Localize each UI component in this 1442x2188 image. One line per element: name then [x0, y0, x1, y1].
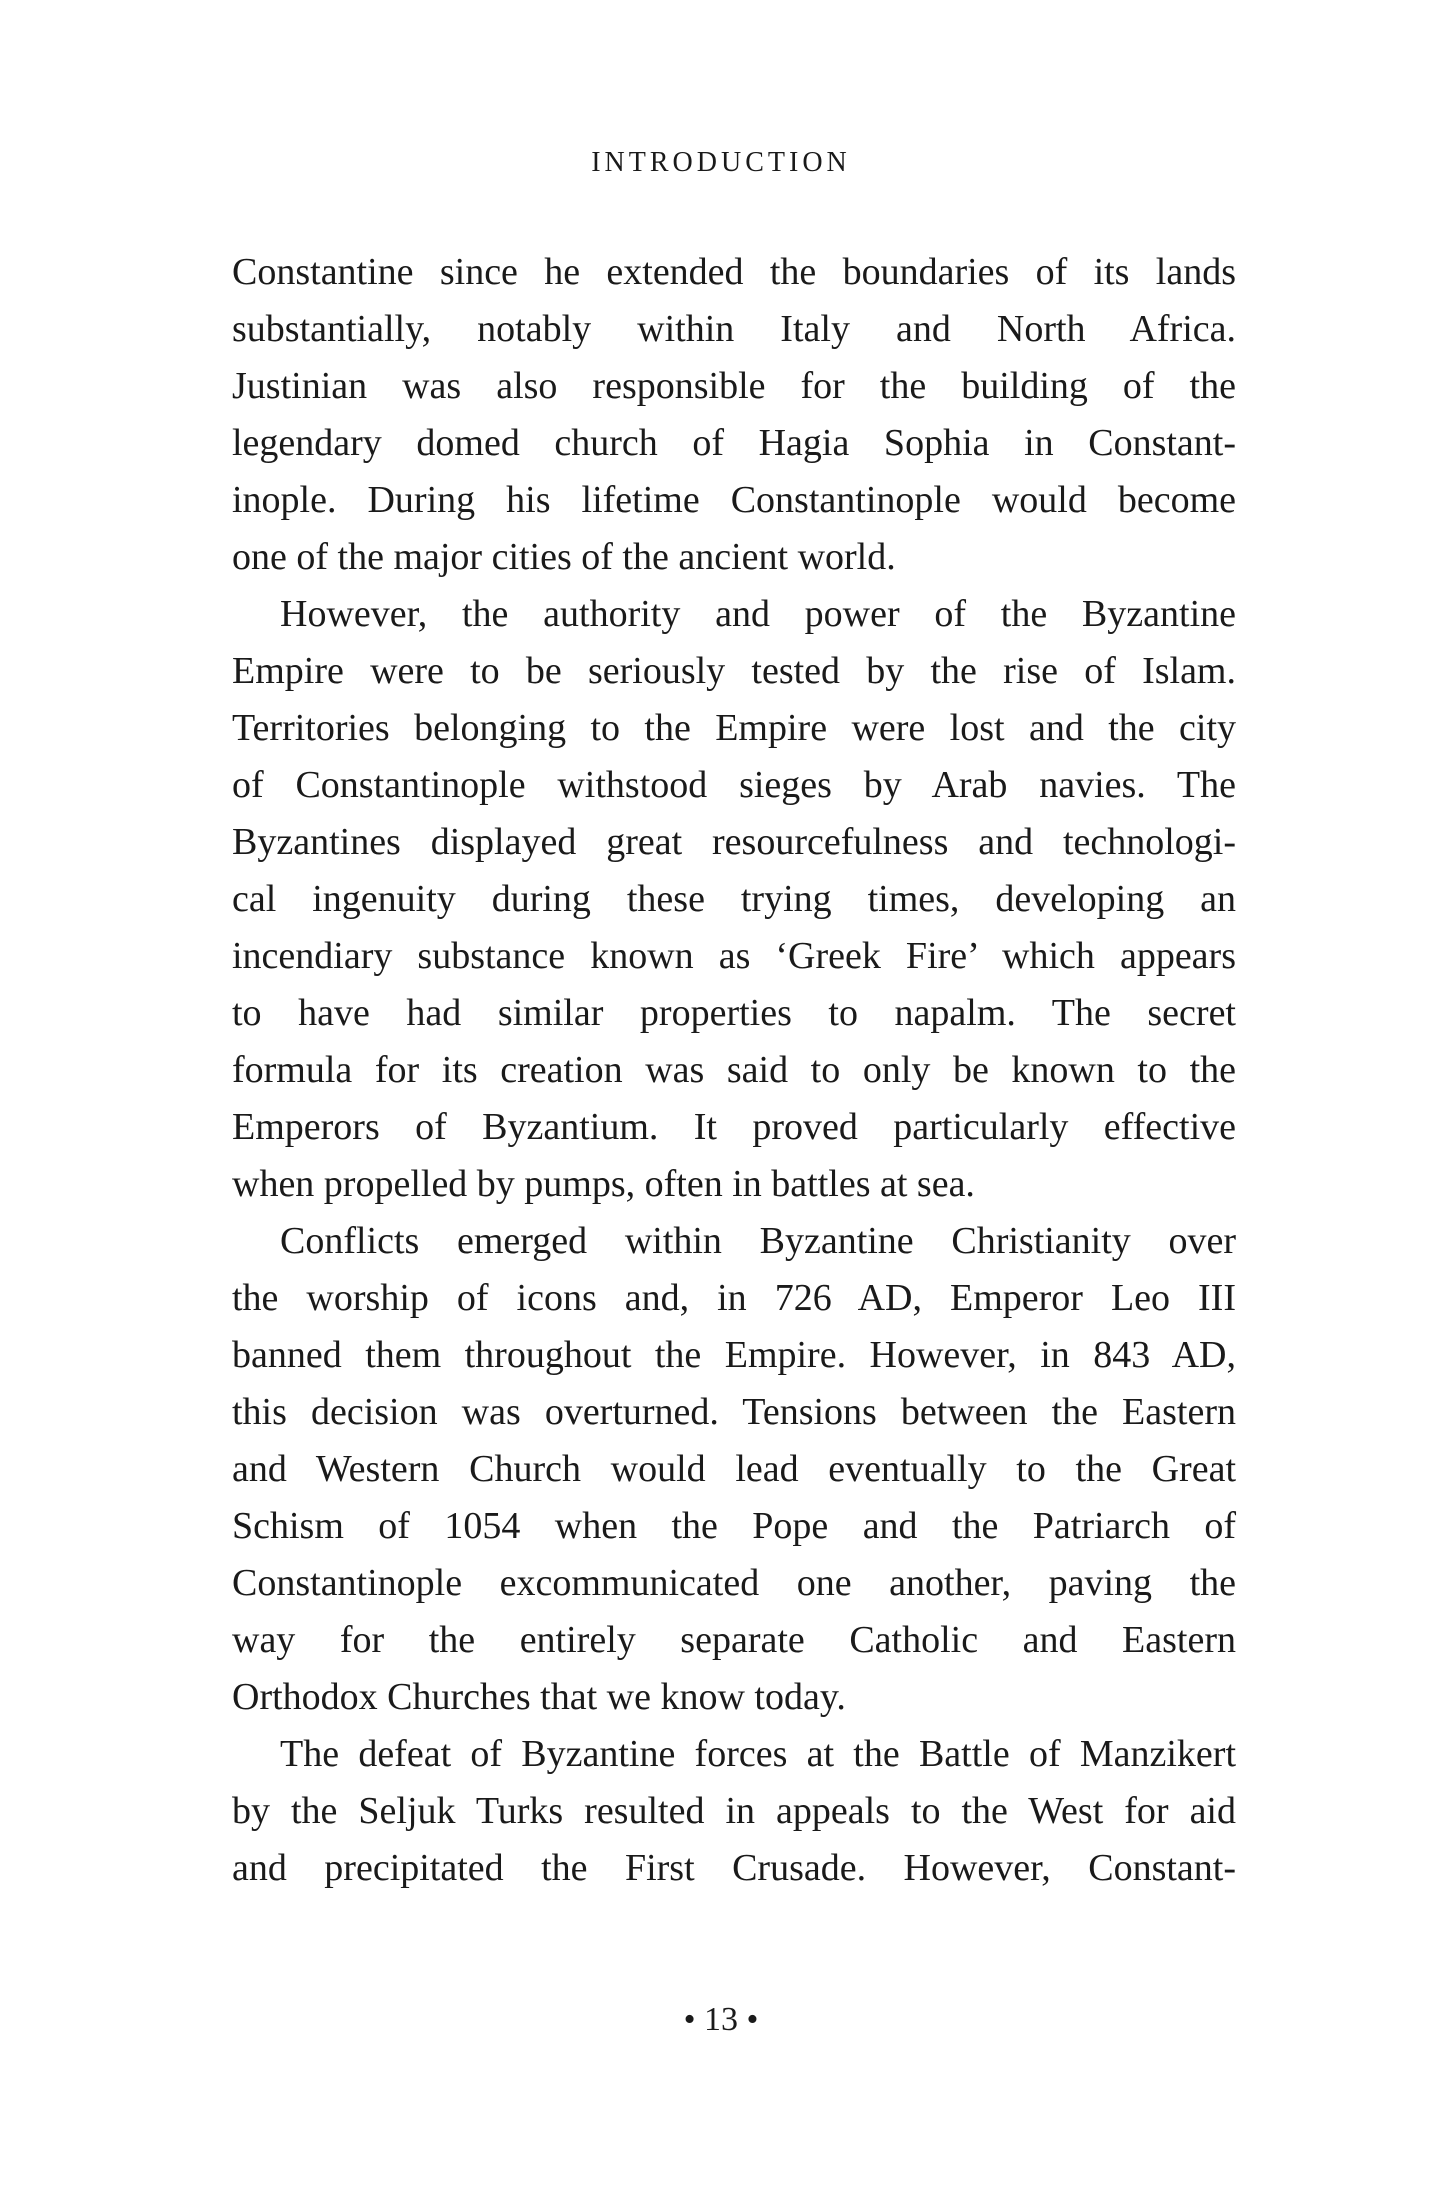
text-line: Constantine since he extended the boundaries of its lands [232, 251, 1236, 293]
paragraph [232, 244, 1236, 586]
text-line: cal ingenuity during these trying times, developing an [232, 878, 1236, 920]
text-line: Schism of 1054 when the Pope and the Patriarch of [232, 1505, 1236, 1547]
text-line: Byzantines displayed great resourcefulness and technologi- [232, 821, 1236, 863]
text-line: Territories belonging to the Empire were lost and the city [232, 707, 1236, 749]
paragraph [232, 1213, 1236, 1726]
text-line: Emperors of Byzantium. It proved particularly effective [232, 1106, 1236, 1148]
text-line: this decision was overturned. Tensions between the Eastern [232, 1391, 1236, 1433]
text-line: legendary domed church of Hagia Sophia in Constant- [232, 422, 1236, 464]
text-line: by the Seljuk Turks resulted in appeals to the West for aid [232, 1790, 1236, 1832]
text-line: banned them throughout the Empire. However, in 843 AD, [232, 1334, 1236, 1376]
body-text [232, 244, 1236, 1897]
text-line: the worship of icons and, in 726 AD, Emperor Leo III [232, 1277, 1236, 1319]
text-line: substantially, notably within Italy and North Africa. [232, 308, 1236, 350]
text-line: Orthodox Churches that we know today. [232, 1676, 846, 1718]
text-line: Conflicts emerged within Byzantine Christianity over [280, 1220, 1236, 1262]
text-line: The defeat of Byzantine forces at the Battle of Manzikert [280, 1733, 1236, 1775]
text-line: way for the entirely separate Catholic and Eastern [232, 1619, 1236, 1661]
paragraph [232, 586, 1236, 1213]
text-line: of Constantinople withstood sieges by Arab navies. The [232, 764, 1236, 806]
text-line: and precipitated the First Crusade. However, Constant- [232, 1847, 1236, 1889]
text-line: incendiary substance known as ‘Greek Fire’ which appears [232, 935, 1236, 977]
page-number: • 13 • [683, 2001, 759, 2038]
text-line: Constantinople excommunicated one another, paving the [232, 1562, 1236, 1604]
text-line: Empire were to be seriously tested by the rise of Islam. [232, 650, 1236, 692]
text-line: Justinian was also responsible for the building of the [232, 365, 1236, 407]
running-head: INTRODUCTION [591, 147, 851, 178]
text-line: to have had similar properties to napalm. The secret [232, 992, 1236, 1034]
text-line: inople. During his lifetime Constantinople would become [232, 479, 1236, 521]
paragraph [232, 1726, 1236, 1897]
text-line: and Western Church would lead eventually to the Great [232, 1448, 1236, 1490]
text-line: However, the authority and power of the Byzantine [280, 593, 1236, 635]
text-line: one of the major cities of the ancient world. [232, 536, 896, 578]
text-line: when propelled by pumps, often in battles at sea. [232, 1163, 975, 1205]
text-line: formula for its creation was said to only be known to the [232, 1049, 1236, 1091]
